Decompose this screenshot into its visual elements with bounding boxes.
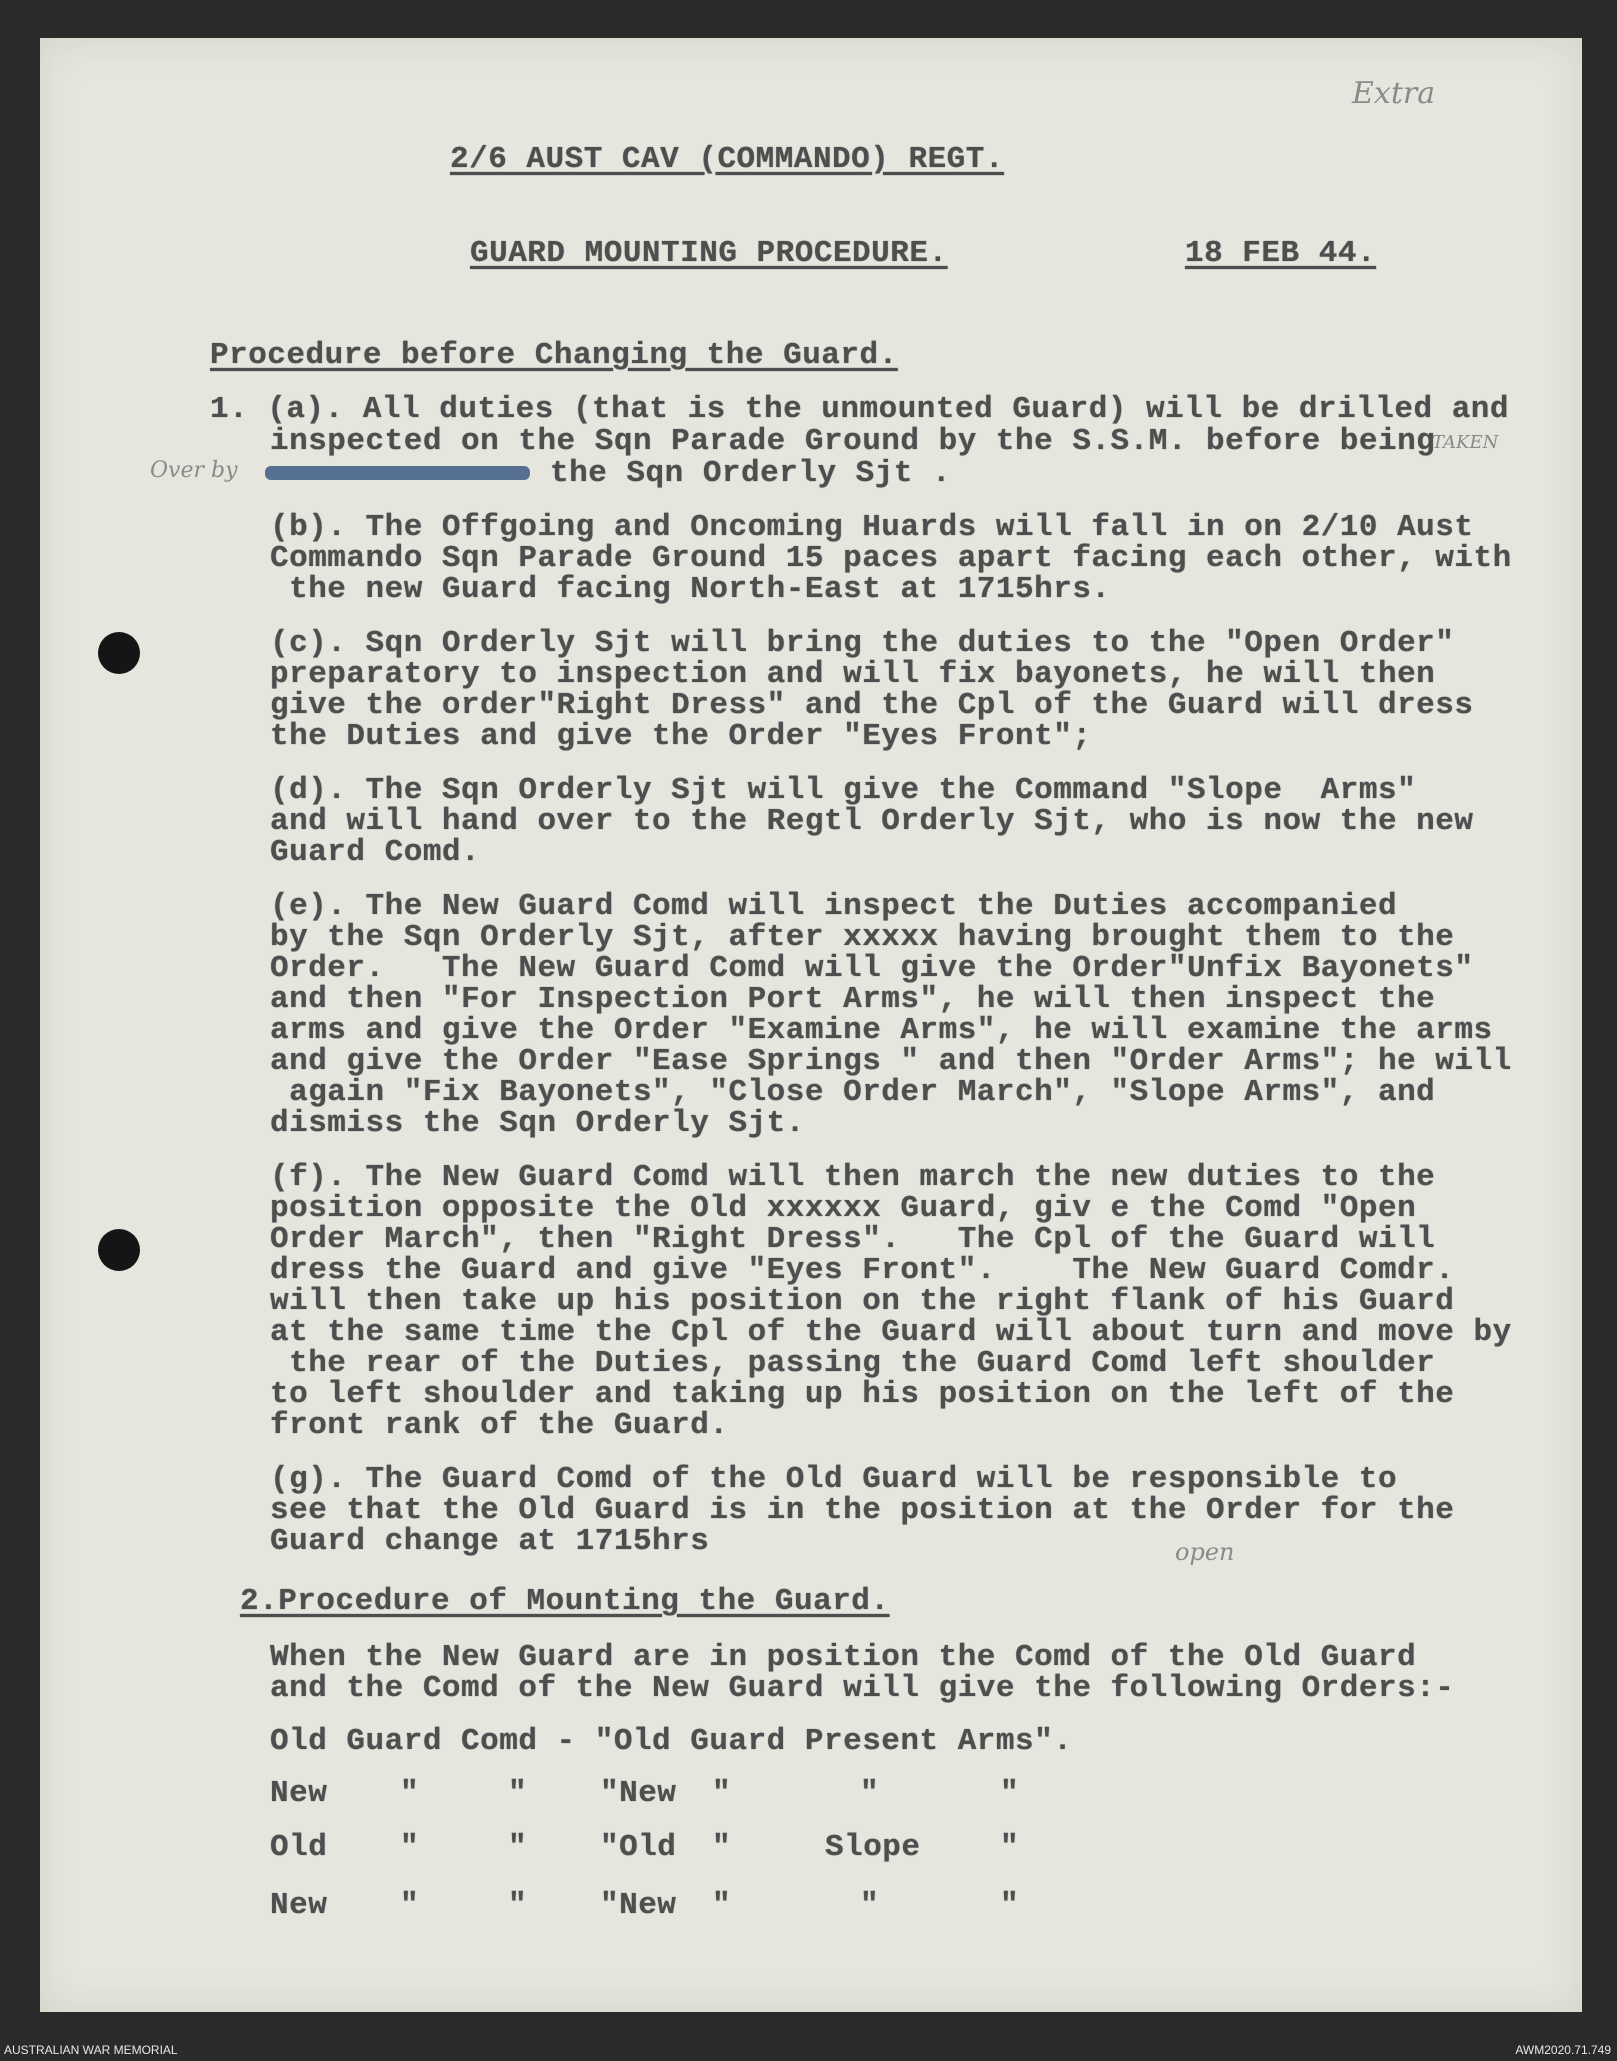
text-line: position opposite the Old xxxxxx Guard, giv e the Comd "Open: [270, 1191, 1417, 1226]
text-line: will then take up his position on the right flank of his Guard: [270, 1284, 1455, 1319]
text-line: (g). The Guard Comd of the Old Guard will be responsible to: [270, 1462, 1398, 1497]
ink-strikethrough: [265, 466, 530, 480]
text-line: Guard Comd.: [270, 835, 481, 870]
order-cell: New: [270, 1888, 328, 1923]
document-title: GUARD MOUNTING PROCEDURE.: [470, 236, 948, 271]
text-line: and the Comd of the New Guard will give the following Orders:-: [270, 1671, 1455, 1706]
text-line: When the New Guard are in position the Comd of the Old Guard: [270, 1640, 1417, 1675]
text-line: preparatory to inspection and will fix bayonets, he will then: [270, 657, 1436, 692]
order-cell: ": [860, 1888, 880, 1923]
text-line: inspected on the Sqn Parade Ground by the S.S.M. before being: [270, 424, 1436, 459]
order-cell: ": [1000, 1776, 1020, 1811]
text-line: (c). Sqn Orderly Sjt will bring the duties to the "Open Order": [270, 626, 1455, 661]
order-cell: New: [270, 1776, 328, 1811]
handwritten-insert: TAKEN: [1432, 432, 1499, 453]
text-line: the Sqn Orderly Sjt .: [550, 456, 952, 491]
order-cell: "Old: [600, 1830, 677, 1865]
text-line: Order. The New Guard Comd will give the Order"Unfix Bayonets": [270, 951, 1474, 986]
order-cell: ": [508, 1776, 528, 1811]
order-cell: Old: [270, 1830, 328, 1865]
punch-hole: [98, 632, 140, 674]
corner-handwritten-note: Extra: [1352, 76, 1436, 111]
order-cell: ": [860, 1776, 880, 1811]
handwritten-insert: open: [1175, 1538, 1235, 1566]
text-line: 1. (a). All duties (that is the unmounted Guard) will be drilled and: [210, 392, 1510, 427]
text-line: Guard change at 1715hrs: [270, 1524, 710, 1559]
text-line: see that the Old Guard is in the position at the Order for the: [270, 1493, 1455, 1528]
order-cell: Slope: [825, 1830, 921, 1865]
punch-hole: [98, 1229, 140, 1271]
text-line: to left shoulder and taking up his position on the left of the: [270, 1377, 1455, 1412]
text-line: the rear of the Duties, passing the Guard Comd left shoulder: [270, 1346, 1436, 1381]
order-cell: ": [400, 1776, 420, 1811]
order-cell: ": [712, 1776, 732, 1811]
footer-item-id: AWM2020.71.749: [1515, 2043, 1611, 2057]
unit-heading: 2/6 AUST CAV (COMMANDO) REGT.: [450, 142, 1004, 177]
order-cell: ": [508, 1888, 528, 1923]
text-line: Commando Sqn Parade Ground 15 paces apart facing each other, with: [270, 541, 1512, 576]
document-date: 18 FEB 44.: [1185, 236, 1377, 271]
order-cell: ": [1000, 1830, 1020, 1865]
text-line: arms and give the Order "Examine Arms", he will examine the arms: [270, 1013, 1493, 1048]
text-line: dress the Guard and give "Eyes Front". The New Guard Comdr.: [270, 1253, 1455, 1288]
text-line: (f). The New Guard Comd will then march the new duties to the: [270, 1160, 1436, 1195]
text-line: (b). The Offgoing and Oncoming Huards will fall in on 2/10 Aust: [270, 510, 1474, 545]
text-line: dismiss the Sqn Orderly Sjt.: [270, 1106, 805, 1141]
text-line: again "Fix Bayonets", "Close Order March", "Slope Arms", and: [270, 1075, 1436, 1110]
text-line: (d). The Sqn Orderly Sjt will give the Command "Slope Arms": [270, 773, 1417, 808]
order-cell: "New: [600, 1888, 677, 1923]
order-cell: ": [712, 1888, 732, 1923]
footer-archive-label: AUSTRALIAN WAR MEMORIAL: [4, 2043, 178, 2057]
text-line: the new Guard facing North-East at 1715hrs.: [270, 572, 1111, 607]
text-line: and will hand over to the Regtl Orderly Sjt, who is now the new: [270, 804, 1474, 839]
order-cell: ": [1000, 1888, 1020, 1923]
text-line: by the Sqn Orderly Sjt, after xxxxx having brought them to the: [270, 920, 1455, 955]
section-1-heading: Procedure before Changing the Guard.: [210, 338, 898, 373]
order-cell: ": [400, 1830, 420, 1865]
order-line-first: Old Guard Comd - "Old Guard Present Arms".: [270, 1724, 1073, 1759]
text-line: Order March", then "Right Dress". The Cpl of the Guard will: [270, 1222, 1436, 1257]
text-line: the Duties and give the Order "Eyes Front";: [270, 719, 1092, 754]
text-line: and then "For Inspection Port Arms", he will then inspect the: [270, 982, 1436, 1017]
section-2-heading: 2.Procedure of Mounting the Guard.: [240, 1584, 890, 1619]
text-line: at the same time the Cpl of the Guard will about turn and move by: [270, 1315, 1512, 1350]
order-cell: ": [508, 1830, 528, 1865]
text-line: give the order"Right Dress" and the Cpl of the Guard will dress: [270, 688, 1474, 723]
order-cell: ": [712, 1830, 732, 1865]
text-line: and give the Order "Ease Springs " and then "Order Arms"; he will: [270, 1044, 1512, 1079]
text-line: front rank of the Guard.: [270, 1408, 729, 1443]
handwritten-margin-note: Over by: [150, 458, 238, 483]
order-cell: ": [400, 1888, 420, 1923]
text-line: (e). The New Guard Comd will inspect the Duties accompanied: [270, 889, 1398, 924]
document-page: [40, 38, 1582, 2012]
order-cell: "New: [600, 1776, 677, 1811]
